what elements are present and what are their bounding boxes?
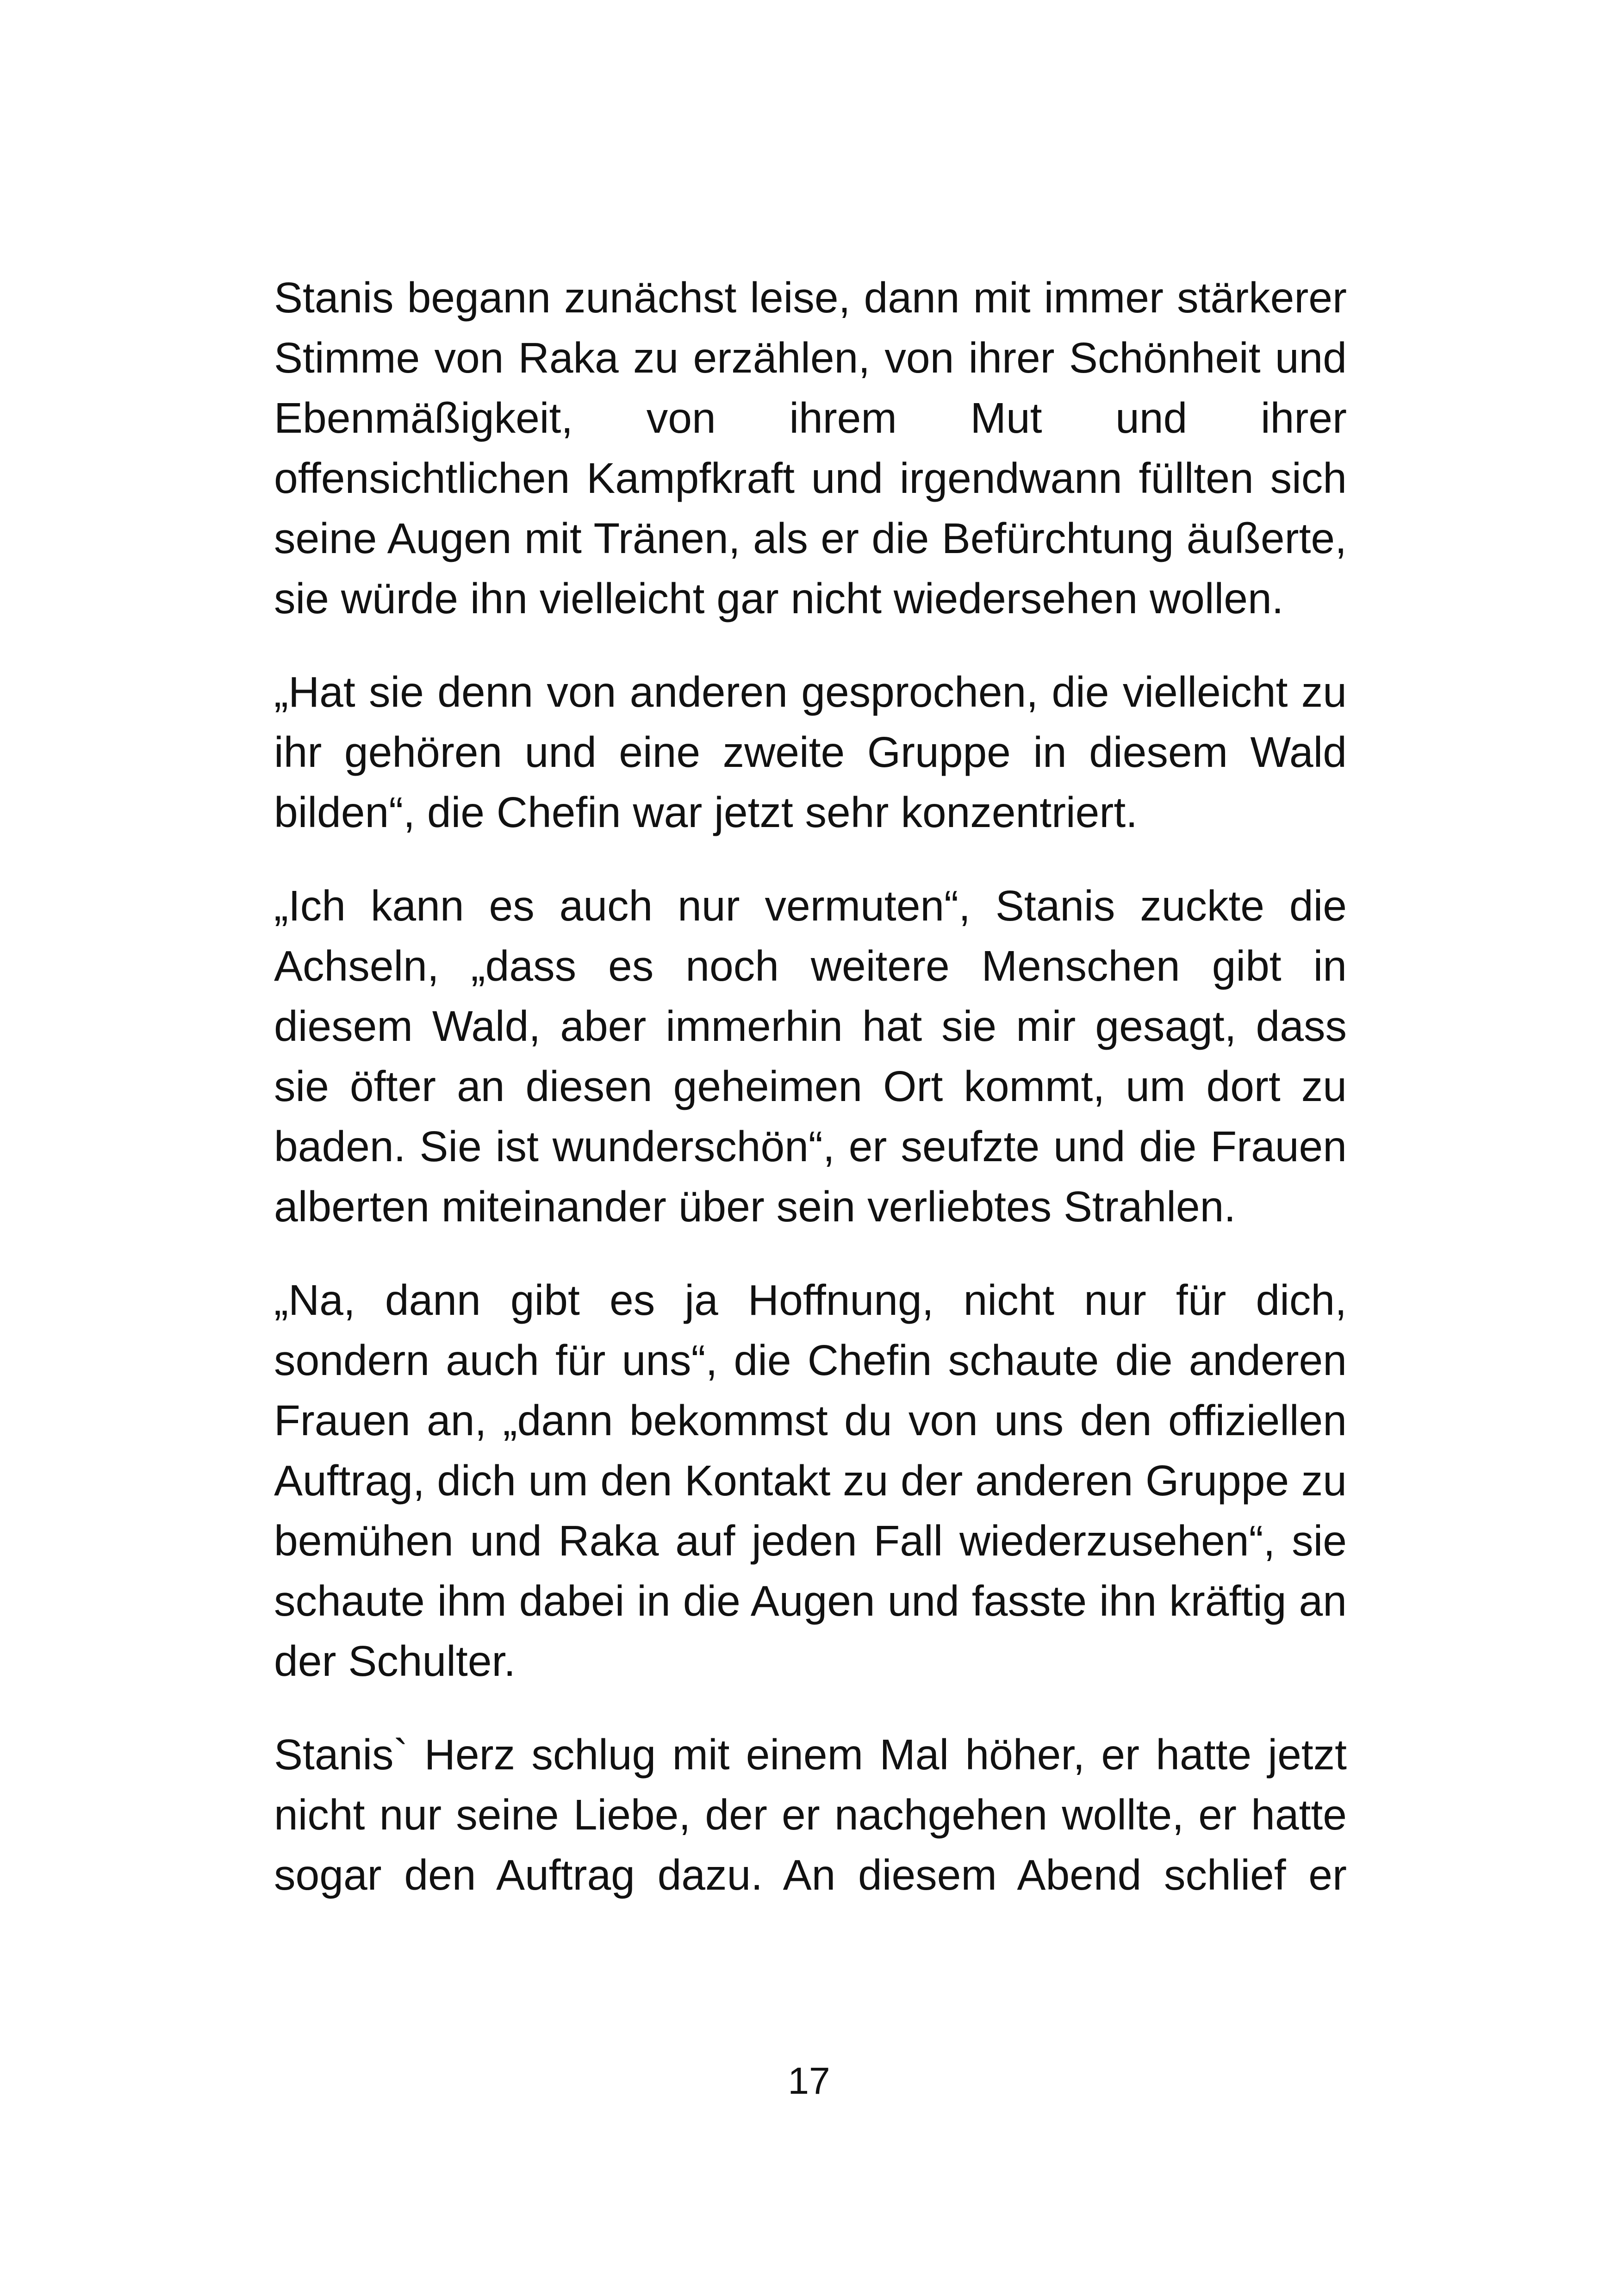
body-text bbox=[274, 268, 1347, 1905]
paragraph: „Na, dann gibt es ja Hoffnung, nicht nur für dich, sondern auch für uns“, die Chefin schaute die anderen Frauen an, „dann bekommst du von uns den offiziellen Auftrag, dich um den Kontakt zu der anderen Gruppe zu bemühen und Raka auf jeden Fall wiederzusehen“, sie schaute ihm dabei in die Augen und fasste ihn kräftig an der Schulter. bbox=[274, 1276, 1347, 1685]
page-number: 17 bbox=[788, 2060, 830, 2102]
paragraph: Stanis begann zunächst leise, dann mit immer stärkerer Stimme von Raka zu erzählen, von ihrer Schönheit und Ebenmäßigkeit, von ihrem Mut und ihrer offensichtlichen Kampfkraft und irgendwann füllten sich seine Augen mit Tränen, als er die Befürchtung äußerte, sie würde ihn vielleicht gar nicht wiedersehen wollen. bbox=[274, 274, 1347, 622]
paragraph: „Hat sie denn von anderen gesprochen, die vielleicht zu ihr gehören und eine zweite Gruppe in diesem Wald bilden“, die Chefin war jetzt sehr konzentriert. bbox=[274, 668, 1347, 836]
paragraph: „Ich kann es auch nur vermuten“, Stanis zuckte die Achseln, „dass es noch weitere Menschen gibt in diesem Wald, aber immerhin hat sie mir gesagt, dass sie öfter an diesen geheimen Ort kommt, um dort zu baden. Sie ist wunderschön“, er seufzte und die Frauen alberten miteinander über sein verliebtes Strahlen. bbox=[274, 882, 1347, 1231]
paragraph: Stanis` Herz schlug mit einem Mal höher, er hatte jetzt nicht nur seine Liebe, der er nachgehen wollte, er hatte sogar den Auftrag dazu. An diesem Abend schlief er bbox=[274, 1730, 1347, 1899]
